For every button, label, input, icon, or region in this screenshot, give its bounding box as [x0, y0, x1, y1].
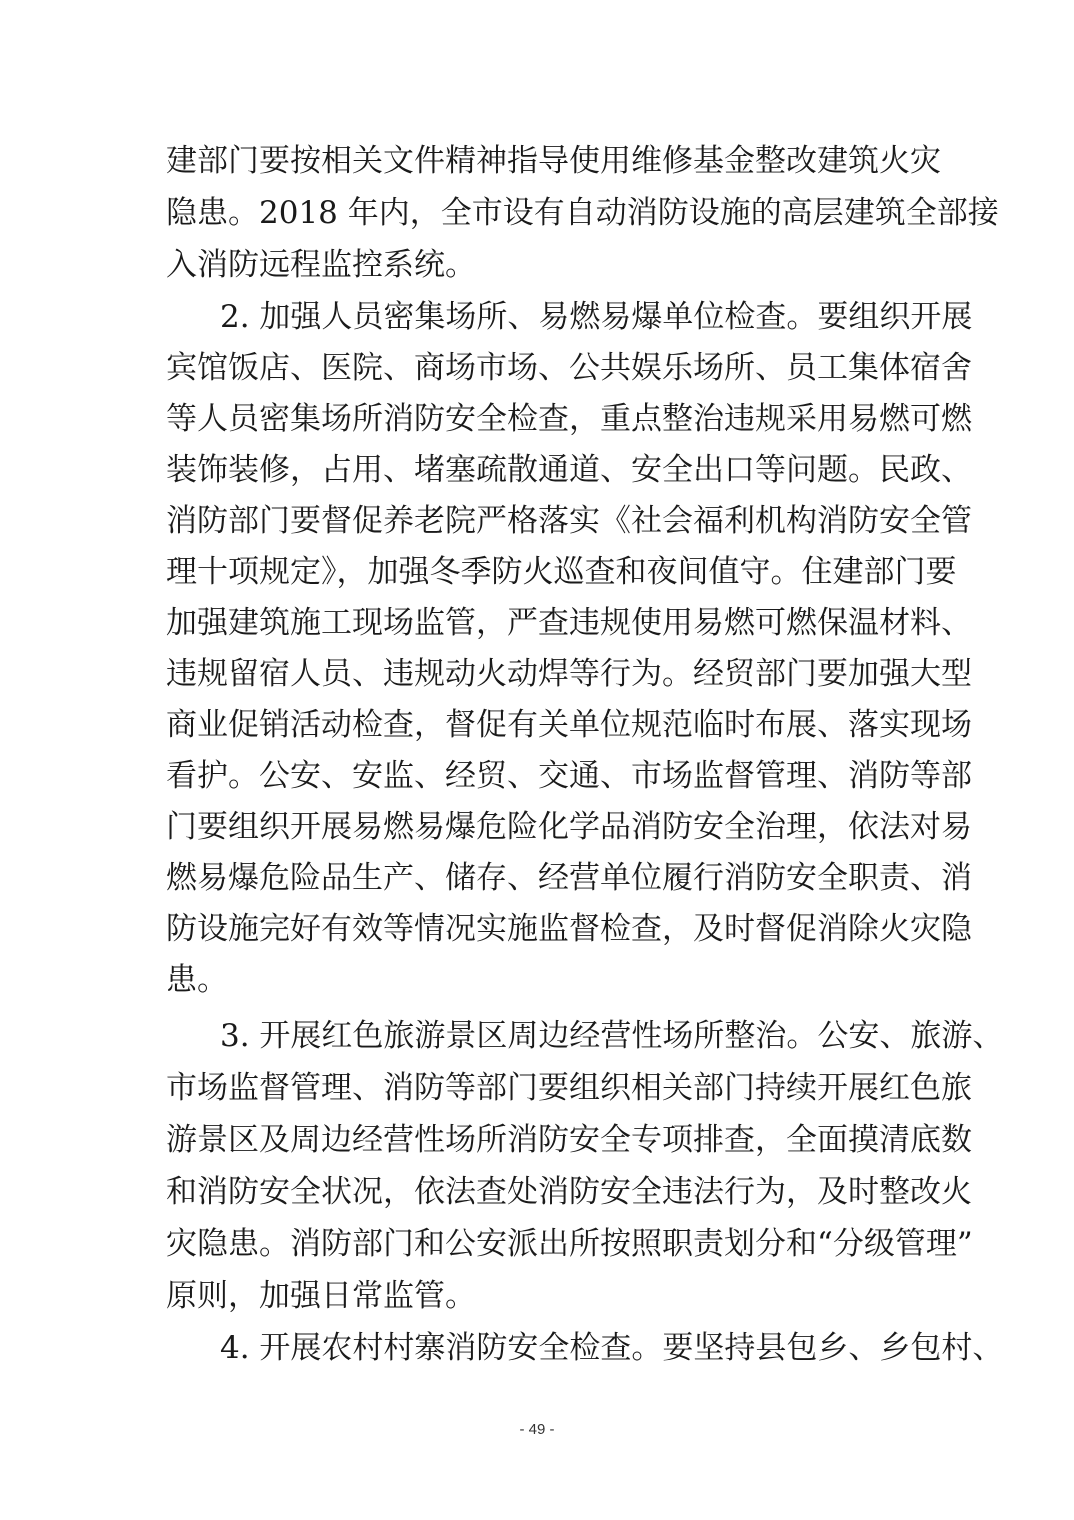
text-line: 看护。公安、安监、经贸、交通、市场监督管理、消防等部 [166, 758, 972, 794]
text-line: 隐患。2018 年内，全市设有自动消防设施的高层建筑全部接 [166, 195, 999, 231]
text-line: 加强建筑施工现场监管，严查违规使用易燃可燃保温材料、 [166, 605, 972, 641]
text-line: 市场监督管理、消防等部门要组织相关部门持续开展红色旅 [166, 1070, 972, 1106]
text-line: 防设施完好有效等情况实施监督检查，及时督促消除火灾隐 [166, 911, 972, 947]
paragraph-2-first-line: 2. 加强人员密集场所、易燃易爆单位检查。要组织开展 [220, 299, 973, 335]
text-line: 建部门要按相关文件精神指导使用维修基金整改建筑火灾 [166, 143, 941, 179]
paragraph-3-first-line: 3. 开展红色旅游景区周边经营性场所整治。公安、旅游、 [220, 1018, 1004, 1054]
text-line: 理十项规定》，加强冬季防火巡查和夜间值守。住建部门要 [166, 554, 957, 590]
text-line: 灾隐患。消防部门和公安派出所按照职责划分和“分级管理” [166, 1226, 973, 1262]
text-line: 原则，加强日常监管。 [166, 1278, 476, 1314]
text-line: 入消防远程监控系统。 [166, 247, 476, 283]
text-line: 宾馆饭店、医院、商场市场、公共娱乐场所、员工集体宿舍 [166, 350, 972, 386]
page-number: - 49 - [519, 1421, 555, 1438]
text-line: 燃易爆危险品生产、储存、经营单位履行消防安全职责、消 [166, 860, 972, 896]
text-line: 和消防安全状况，依法查处消防安全违法行为，及时整改火 [166, 1174, 972, 1210]
text-line: 商业促销活动检查，督促有关单位规范临时布展、落实现场 [166, 707, 972, 743]
text-line: 违规留宿人员、违规动火动焊等行为。经贸部门要加强大型 [166, 656, 972, 692]
text-line: 装饰装修，占用、堵塞疏散通道、安全出口等问题。民政、 [166, 452, 972, 488]
text-line: 患。 [166, 962, 228, 998]
text-line: 等人员密集场所消防安全检查，重点整治违规采用易燃可燃 [166, 401, 972, 437]
text-line: 消防部门要督促养老院严格落实《社会福利机构消防安全管 [166, 503, 972, 539]
text-line: 游景区及周边经营性场所消防安全专项排查，全面摸清底数 [166, 1122, 972, 1158]
paragraph-4-first-line: 4. 开展农村村寨消防安全检查。要坚持县包乡、乡包村、 [220, 1330, 1004, 1366]
text-line: 门要组织开展易燃易爆危险化学品消防安全治理，依法对易 [166, 809, 972, 845]
